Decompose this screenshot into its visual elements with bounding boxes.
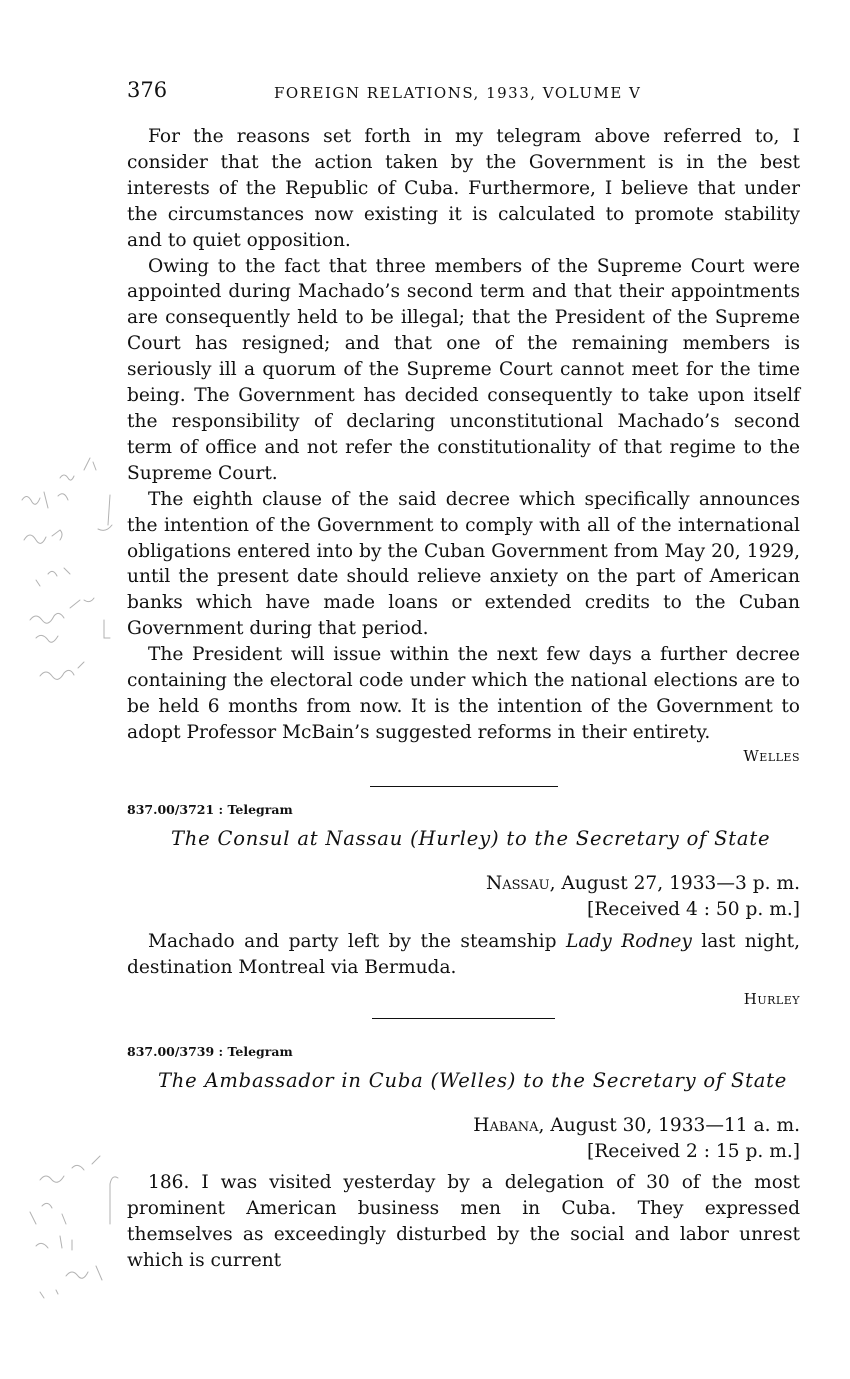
document-reference: 837.00/3739 : Telegram [127, 1044, 293, 1059]
signature-welles: Welles [743, 746, 800, 765]
body-text: last night, destination Montreal via Bermuda. [127, 931, 800, 978]
dateline-date: , August 27, 1933—3 p. m. [549, 873, 800, 894]
handwritten-marginalia [0, 0, 130, 1379]
margin-scribble [36, 1236, 72, 1250]
margin-scribble [110, 1177, 118, 1224]
margin-scribble [36, 620, 110, 642]
margin-scribble [60, 458, 96, 480]
main-text [127, 124, 800, 765]
dateline [486, 873, 800, 894]
margin-scribble [36, 568, 70, 586]
section-divider [370, 786, 558, 787]
dateline-place: Habana [473, 1115, 539, 1136]
ship-name: Lady Rodney [565, 931, 692, 952]
paragraph: The eighth clause of the said decree which specifically announces the intention of the Government to comply with all of the international obligations entered into by the Cuban Government from May 20, 1929, until the present date should relieve anxiety on the part of American banks which have made loans or extended credits to the Cuban Government during that period. [127, 488, 800, 640]
received-note: [Received 2 : 15 p. m.] [587, 1141, 800, 1162]
telegram-body [127, 929, 800, 1008]
page-number: 376 [127, 78, 168, 102]
margin-scribble [40, 1290, 58, 1298]
title-part: Welles [438, 1069, 508, 1092]
section-divider [372, 1018, 555, 1019]
running-head [127, 78, 800, 108]
dateline-place: Nassau [485, 873, 550, 894]
margin-scribble [22, 492, 68, 508]
dateline-date: , August 30, 1933—11 a. m. [538, 1115, 800, 1136]
margin-scribble [40, 662, 84, 679]
margin-scribble [66, 1266, 102, 1280]
dateline [473, 1115, 800, 1136]
title-part: The Ambassador in Cuba ( [158, 1069, 439, 1092]
document-title [171, 827, 770, 850]
paragraph: 186. I was visited yesterday by a delegation of 30 of the most prominent American business men in Cuba. They expressed themselves as exceedingly disturbed by the social and labor unrest which is current [127, 1172, 800, 1271]
telegram-body [127, 1170, 800, 1274]
signature-hurley: Hurley [743, 989, 800, 1008]
paragraph: The President will issue within the next few days a further decree containing the electoral code under which the national elections are to be held 6 months from now. It is the intention of the Government to adopt Professor McBain’s suggested reforms in their entirety. [127, 644, 800, 743]
title-part: ) to the Secretary of State [507, 1069, 788, 1092]
margin-scribble [24, 530, 62, 543]
margin-scribble [30, 598, 94, 623]
paragraph: For the reasons set forth in my telegram above referred to, I consider that the action taken by the Government is in the best interests of the Republic of Cuba. Furthermore, I believe that under the circumstances now existing it is calculated to promote stability and to quiet opposition. [127, 126, 800, 251]
document-title [158, 1069, 787, 1092]
title-part: The Consul at Nassau ( [171, 827, 419, 850]
document-reference: 837.00/3721 : Telegram [127, 802, 293, 817]
running-title: FOREIGN RELATIONS, 1933, VOLUME V [274, 84, 642, 102]
paragraph [127, 929, 800, 981]
title-part: Hurley [418, 827, 491, 850]
margin-scribble [30, 1203, 66, 1224]
title-part: ) to the Secretary of State [490, 827, 771, 850]
paragraph: Owing to the fact that three members of the Supreme Court were appointed during Machado’s second term and that their appointments are consequently held to be illegal; that the President of the Supreme Court has resigned; and that one of the remaining members is seriously ill a quorum of the Supreme Court cannot meet for the time being. The Government has decided consequently to take upon itself the responsibility of declaring unconstitutional Machado’s second term of office and not refer the constitutionality of that regime to the Supreme Court. [127, 255, 800, 484]
received-note: [Received 4 : 50 p. m.] [587, 899, 800, 920]
body-text: Machado and party left by the steamship [148, 931, 566, 952]
margin-scribble [98, 495, 112, 530]
margin-scribble [40, 1156, 100, 1182]
